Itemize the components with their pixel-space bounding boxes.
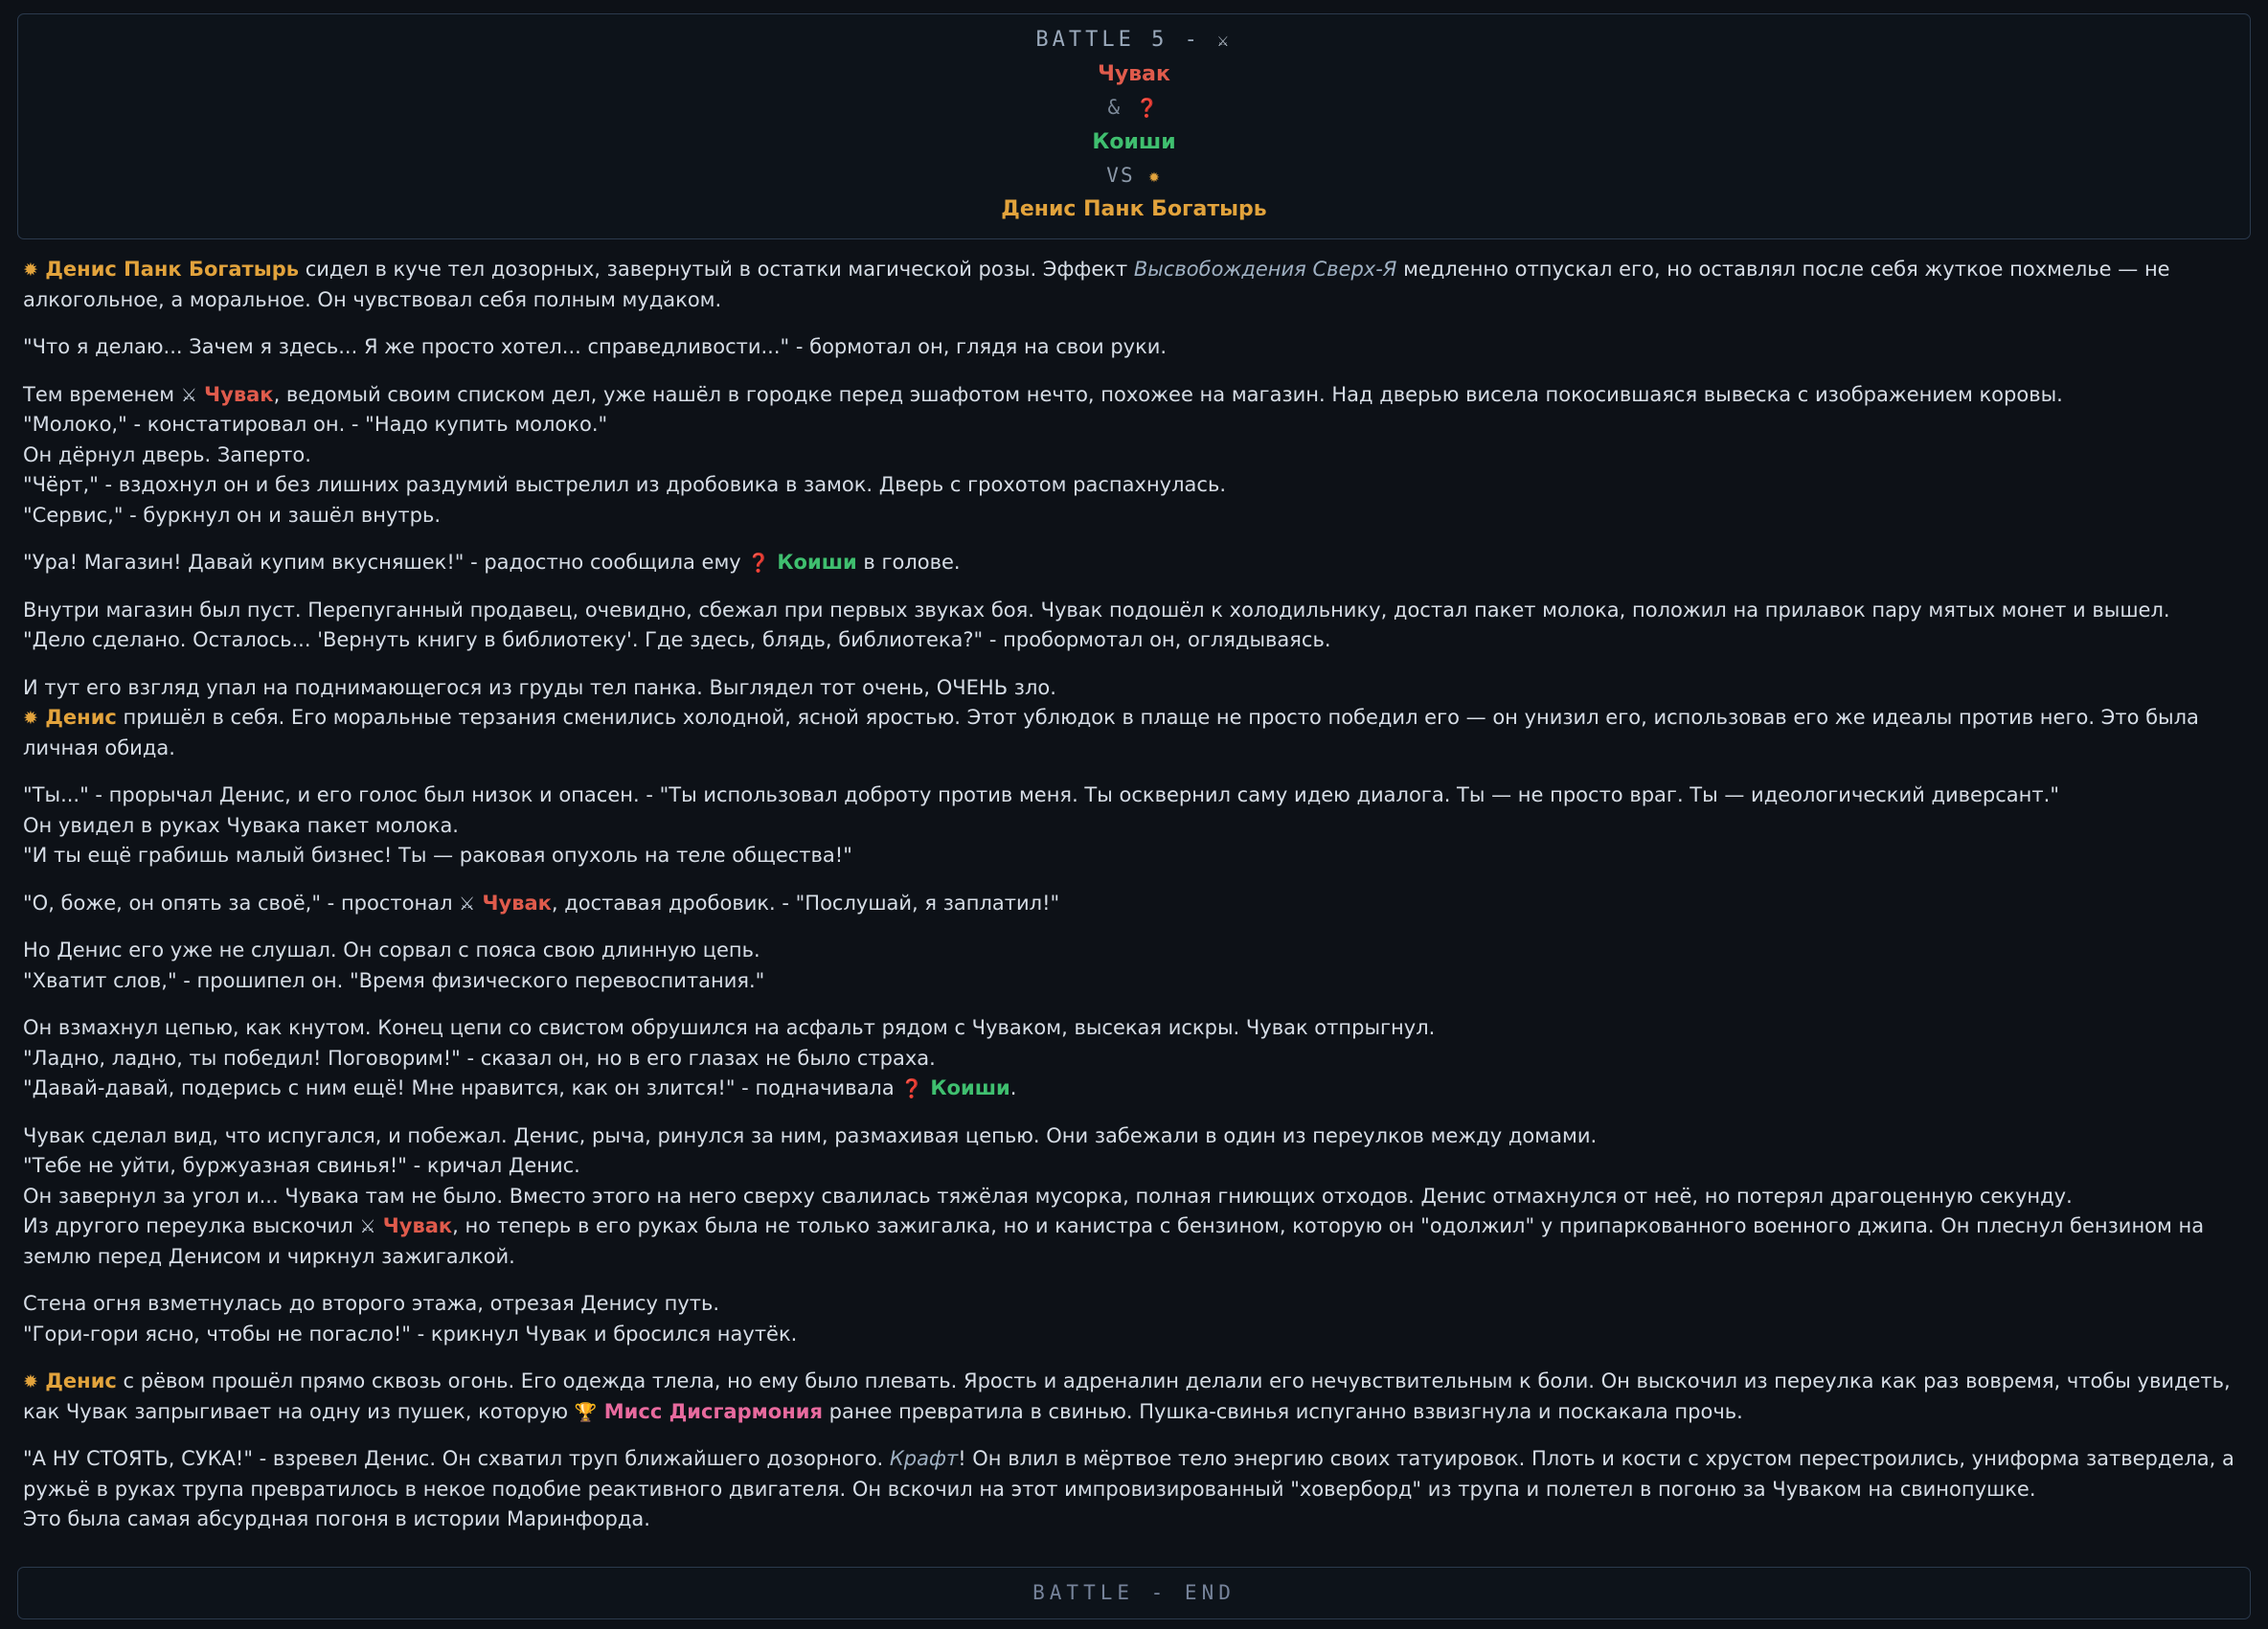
ampersand-row [18,93,2250,124]
story-line [23,625,2245,656]
story-text: "А НУ СТОЯТЬ, СУКА!" - взревел Денис. Он схватил труп ближайшего дозорного. [23,1447,890,1470]
story-text: "Ты..." - прорычал Денис, и его голос был низок и опасен. - "Ты использовал доброту против меня. Ты осквернил саму идею диалога. Ты — не просто враг. Ты — идеологический диверсант." [23,783,2059,806]
story-paragraph [23,548,2245,578]
battle-header-title-row [18,24,2250,56]
story-paragraph [23,781,2245,871]
story-line [23,596,2245,626]
story-line [23,1182,2245,1212]
fighter-b-name: Коиши [1092,129,1176,154]
fighter-a-row [18,58,2250,90]
story-line [23,1367,2245,1427]
story-text: в голове. [856,551,961,574]
question-icon: ❓ [1135,98,1161,119]
story-paragraph [23,596,2245,656]
story-text: "Сервис," - буркнул он и зашёл внутрь. [23,503,442,527]
story-line [23,1320,2245,1350]
story-line [23,966,2245,997]
burst-icon: ✹ [1148,165,1162,187]
story-paragraph [23,1013,2245,1104]
story-text: "Тебе не уйти, буржуазная свинья!" - кричал Денис. [23,1154,580,1177]
fighter-c-name: Денис Панк Богатырь [1001,197,1267,221]
question-icon: ❓ [747,553,771,574]
story-text: , доставая дробовик. - "Послушай, я заплатил!" [551,891,1060,915]
battle-end-banner [17,1567,2251,1620]
burst-icon: ✹ [23,260,38,281]
story-text: , ведомый своим списком дел, уже нашёл в городке перед эшафотом нечто, похожее на магазин. Над дверью висела покосившаяся вывеска с изображением коровы. [273,382,2063,406]
story-line [23,380,2245,411]
crossed-swords-icon: ⚔ [359,1216,376,1237]
story-text: ранее превратила в свинью. Пушка-свинья испуганно взвизгнула и поскакала прочь. [822,1399,1743,1423]
question-icon: ❓ [900,1078,924,1099]
story-line [23,781,2245,811]
story-text: Он дёрнул дверь. Заперто. [23,442,311,466]
character-name: Чувак [475,891,552,915]
story-line [23,936,2245,966]
story-line [23,1151,2245,1182]
story-line [23,811,2245,842]
trophy-icon: 🏆 [574,1401,598,1423]
fighter-b-row [18,126,2250,158]
character-name: Чувак [196,382,274,406]
story-text: "Ура! Магазин! Давай купим вкусняшек!" - радостно сообщила ему [23,551,748,574]
story-text: ! Он влил в мёртвое тело энергию своих татуировок. Плоть и кости с хрустом перестроились, униформа затвердела, а ружьё в руках трупа превратилось в некое подобие реактивного двигателя. Он вскочил на этот импровизированный "ховерборд" из трупа и полетел в погоню за Чуваком на свинопушке. [23,1447,2234,1501]
character-name: Чувак [375,1214,453,1237]
character-name: Мисс Дисгармония [597,1399,823,1423]
story-line [23,1444,2245,1505]
vs-label: VS [1106,163,1135,187]
vs-row [18,161,2250,192]
story-content [17,239,2251,1555]
battle-end-label: BATTLE - END [1032,1580,1236,1604]
story-line [23,673,2245,704]
story-text: "О, боже, он опять за своё," - простонал [23,891,460,915]
story-text: "Что я делаю... Зачем я здесь... Я же просто хотел... справедливости..." - бормотал он, глядя на свои руки. [23,335,1168,358]
burst-icon: ✹ [23,708,38,729]
story-text: сидел в куче тел дозорных, завернутый в остатки магической розы. Эффект [299,258,1134,281]
story-text: Из другого переулка выскочил [23,1214,360,1237]
crossed-swords-icon: ⚔ [1217,30,1233,51]
story-paragraph [23,380,2245,532]
story-text: . [1009,1076,1017,1099]
story-text: "Хватит слов," - прошипел он. "Время физического перевоспитания." [23,968,765,992]
story-line [23,410,2245,441]
story-text: "И ты ещё грабишь малый бизнес! Ты — раковая опухоль на теле общества!" [23,844,852,867]
burst-icon: ✹ [23,1371,38,1392]
story-text: Это была самая абсурдная погоня в истории Маринфорда. [23,1507,650,1530]
story-text: "Ладно, ладно, ты победил! Поговорим!" - сказал он, но в его глазах не было страха. [23,1046,936,1070]
character-name: Денис Панк Богатырь [37,258,300,281]
battle-header-banner [17,13,2251,239]
story-text: Чувак сделал вид, что испугался, и побежал. Денис, рыча, ринулся за ним, размахивая цепью. Они забежали в один из переулков между домами. [23,1123,1598,1147]
story-paragraph [23,673,2245,764]
story-line [23,1013,2245,1044]
story-text: "Чёрт," - вздохнул он и без лишних раздумий выстрелил из дробовика в замок. Дверь с грохотом распахнулась. [23,473,1226,496]
fighter-c-row [18,193,2250,225]
ampersand: & [1107,96,1123,119]
emphasis-text: Высвобождения Сверх-Я [1133,258,1397,281]
story-text: Тем временем [23,382,181,406]
story-text: Стена огня взметнулась до второго этажа, отрезая Денису путь. [23,1292,720,1315]
story-text: пришёл в себя. Его моральные терзания сменились холодной, ясной яростью. Этот ублюдок в плаще не просто победил его — он унизил его, использовав его же идеалы против него. Это была личная обида. [23,706,2199,759]
story-paragraph [23,1444,2245,1535]
character-name: Коиши [770,551,857,574]
story-paragraph [23,936,2245,996]
character-name: Денис [37,706,117,729]
story-line [23,441,2245,471]
character-name: Коиши [923,1076,1010,1099]
story-paragraph [23,1121,2245,1273]
story-paragraph [23,332,2245,363]
battle-title: BATTLE 5 - [1035,28,1201,52]
crossed-swords-icon: ⚔ [180,384,197,406]
story-text: медленно отпускал его, но оставлял после себя жуткое похмелье — не алкогольное, а моральное. Он чувствовал себя полным мудаком. [23,258,2170,311]
story-text: Он увидел в руках Чувака пакет молока. [23,813,459,837]
story-text: Он взмахнул цепью, как кнутом. Конец цепи со свистом обрушился на асфальт рядом с Чуваком, высекая искры. Чувак отпрыгнул. [23,1016,1436,1039]
story-text: , но теперь в его руках была не только зажигалка, но и канистра с бензином, которую он "одолжил" у припаркованного военного джипа. Он плеснул бензином на землю перед Денисом и чиркнул зажигалкой. [23,1214,2205,1268]
story-text: "Давай-давай, подерись с ним ещё! Мне нравится, как он злится!" - подначивала [23,1076,901,1099]
story-text: Он завернул за угол и... Чувака там не было. Вместо этого на него сверху свалилась тяжёлая мусорка, полная гниющих отходов. Денис отмахнулся от неё, но потерял драгоценную секунду. [23,1184,2073,1208]
story-line [23,1074,2245,1104]
story-line [23,703,2245,763]
story-text: Внутри магазин был пуст. Перепуганный продавец, очевидно, сбежал при первых звуках боя. Чувак подошёл к холодильнику, достал пакет молока, положил на прилавок пару мятых монет и вышел. [23,598,2170,622]
story-line [23,332,2245,363]
story-paragraph [23,889,2245,919]
story-line [23,1121,2245,1152]
fighter-a-name: Чувак [1098,62,1170,86]
story-line [23,548,2245,578]
character-name: Денис [37,1369,117,1392]
story-line [23,889,2245,919]
story-line [23,1505,2245,1535]
emphasis-text: Крафт [889,1447,959,1470]
story-line [23,255,2245,315]
story-text: Но Денис его уже не слушал. Он сорвал с пояса свою длинную цепь. [23,939,760,962]
story-line [23,1044,2245,1075]
story-paragraph [23,1289,2245,1349]
story-paragraph [23,255,2245,315]
crossed-swords-icon: ⚔ [459,893,476,915]
story-line [23,1289,2245,1320]
story-line [23,1211,2245,1272]
story-text: "Дело сделано. Осталось... 'Вернуть книгу в библиотеку'. Где здесь, блядь, библиотека?" - пробормотал он, оглядываясь. [23,628,1331,651]
story-line [23,470,2245,501]
story-text: "Гори-гори ясно, чтобы не погасло!" - крикнул Чувак и бросился наутёк. [23,1322,798,1346]
story-text: И тут его взгляд упал на поднимающегося из груды тел панка. Выглядел тот очень, ОЧЕНЬ зло. [23,675,1056,699]
story-text: с рёвом прошёл прямо сквозь огонь. Его одежда тлела, но ему было плевать. Ярость и адреналин делали его нечувствительным к боли. Он выскочил из переулка как раз вовремя, чтобы увидеть, как Чувак запрыгивает на одну из пушек, которую [23,1369,2231,1423]
story-line [23,501,2245,532]
story-line [23,841,2245,871]
story-text: "Молоко," - констатировал он. - "Надо купить молоко." [23,413,608,436]
story-paragraph [23,1367,2245,1427]
